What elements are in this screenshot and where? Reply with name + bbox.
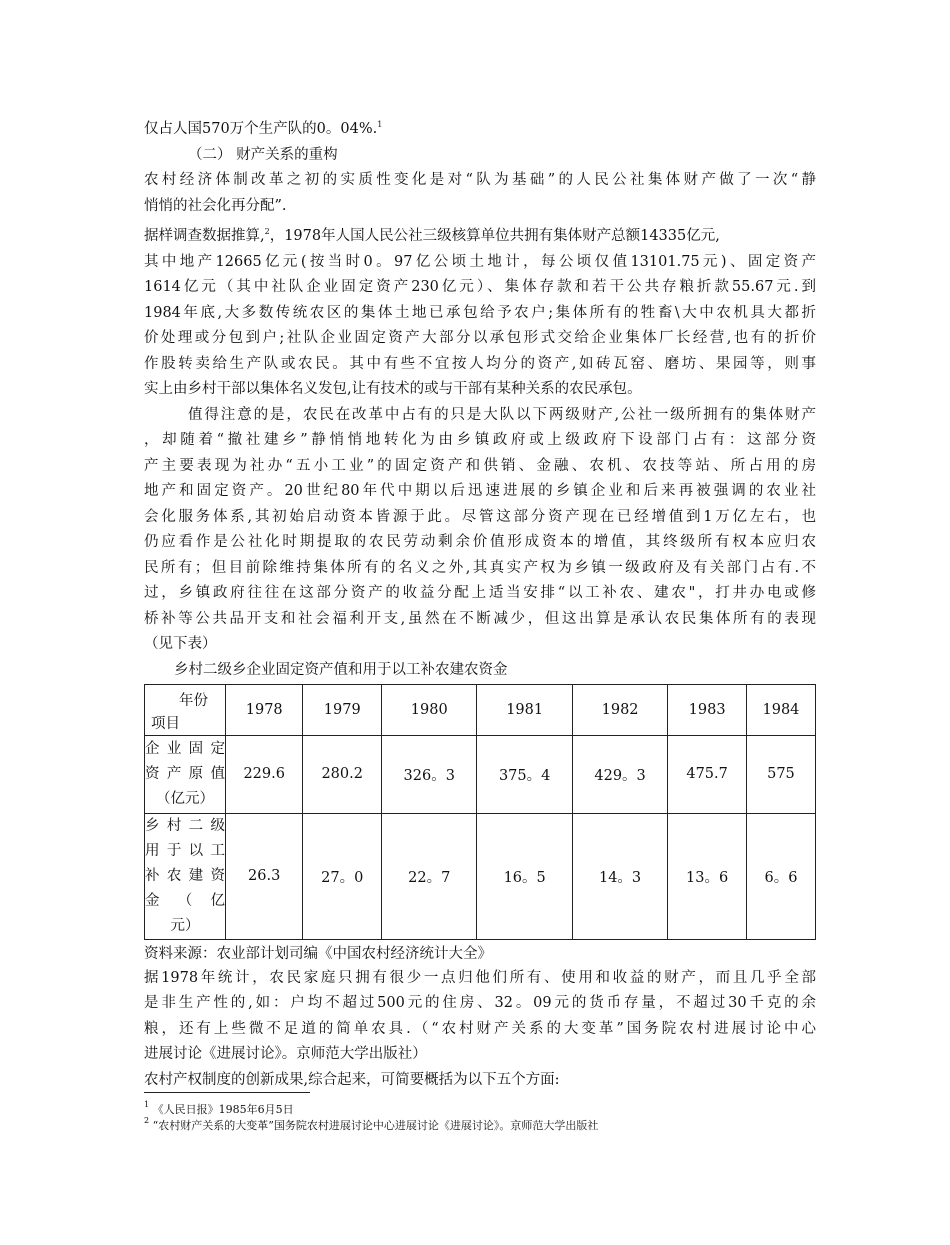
table-cell: 26.3 (226, 813, 303, 939)
text-line: 会化服务体系,其初始启动资本皆源于此。尽管这部分资产现在已经增值到1万亿左右，也 (144, 508, 816, 525)
table-cell: 229.6 (226, 735, 303, 813)
text-line: 是非生产性的,如：户均不超过500元的住房、32。09元的货币存量，不超过30千克的余 (144, 995, 816, 1011)
text-line: 过，乡镇政府往往在这部分资产的收益分配上适当安排“以工补农、建农"，打井办电或修 (144, 585, 816, 601)
corner-year-label: 年份 (179, 692, 208, 709)
table-cell: 16。5 (477, 813, 572, 939)
table-cell: 27。0 (303, 813, 382, 939)
section-heading: （二） 财产关系的重构 (188, 146, 338, 163)
footnote-ref[interactable]: 1 (377, 120, 383, 129)
text-line: 仍应看作是公社化时期提取的农民劳动剩余价值形成资本的增值，其终级所有权本应归农 (144, 534, 816, 550)
text-line: 粮，还有上些微不足道的简单农具.（“农村财产关系的大变革”国务院农村进展讨论中心 (144, 1020, 816, 1037)
table-cell: 326。3 (382, 735, 477, 813)
document-body (144, 112, 816, 1093)
table-cell: 429。3 (572, 735, 667, 813)
year-header: 1979 (303, 684, 382, 735)
text-line: 地产和固定资产。20世纪80年代中期以后迅速进展的乡镇企业和后来再被强调的农业社 (144, 483, 816, 499)
row-label: 企业固定 资产原值 （亿元） (145, 735, 226, 813)
row-label: 乡村二级 用于以工 补农建资 金（亿 元） (145, 813, 226, 939)
text-line: 1614亿元（其中社队企业固定资产230亿元）、集体存款和若干公共存粮折款55.67元.到 (144, 279, 816, 295)
text-line: 农村产权制度的创新成果,综合起来，可简要概括为以下五个方面: (144, 1071, 560, 1088)
text-line: 据1978年统计，农民家庭只拥有很少一点归他们所有、使用和收益的财产，而且几乎全部 (144, 969, 816, 986)
table-header-row (145, 684, 816, 735)
footnote-1: $^1$ 《人民日报》1985年6月5日 (144, 1100, 294, 1116)
table-cell: 13。6 (668, 813, 747, 939)
text-line: 价处理或分包到户;社队企业固定资产大部分以承包形式交给企业集体厂长经营,也有的折价 (144, 330, 816, 346)
year-header: 1984 (746, 684, 815, 735)
text-line: 仅占人国570万个生产队的0。04%.$^1$ (144, 120, 383, 137)
footnote-separator (144, 1092, 310, 1093)
year-header: 1983 (668, 684, 747, 735)
text-line: 作股转卖给生产队或农民。其中有些不宜按人均分的资产,如砖瓦窑、磨坊、果园等，则事 (144, 355, 816, 372)
table-source: 资料来源：农业部计划司编《中国农村经济统计大全》 (144, 945, 492, 962)
table-row (145, 813, 816, 939)
text-line: 据样调查数据推算,$^2$，1978年人国人民公社三级核算单位共拥有集体财产总额14335亿元, (144, 227, 720, 244)
text-line: 其中地产12665亿元(按当时0。97亿公顷土地计，每公顷仅值13101.75元)、固定资产 (144, 253, 816, 270)
text-line: 民所有；但目前除维持集体所有的名义之外,其真实产权为乡镇一级政府及有关部门占有.不 (144, 559, 816, 576)
text-line: 桥补等公共品开支和社会福利开支,虽然在不断减少，但这出算是承认农民集体所有的表现 (144, 610, 816, 627)
text-line: （见下表） (144, 636, 217, 652)
year-header: 1982 (572, 684, 667, 735)
table-cell: 280.2 (303, 735, 382, 813)
table-cell: 6。6 (746, 813, 815, 939)
year-header: 1980 (382, 684, 477, 735)
table-row (145, 735, 816, 813)
text-line: 悄悄的社会化再分配”. (144, 197, 287, 214)
text-line: 1984年底,大多数传统农区的集体土地已承包给予农户;集体所有的牲畜\大中农机具大都折 (144, 304, 816, 321)
footnote-ref[interactable]: 2 (264, 227, 270, 236)
year-header: 1978 (226, 684, 303, 735)
table-cell: 375。4 (477, 735, 572, 813)
corner-item-label: 项目 (151, 715, 180, 732)
table-cell: 475.7 (668, 735, 747, 813)
text-line: 进展讨论《进展讨论》。京师范大学出版社） (144, 1046, 427, 1062)
text-line: ，却随着“撤社建乡”静悄悄地转化为由乡镇政府或上级政府下设部门占有：这部分资 (144, 432, 816, 448)
table-caption: 乡村二级乡企业固定资产值和用于以工补农建农资金 (174, 661, 508, 678)
data-table (144, 684, 816, 940)
table-cell: 575 (746, 735, 815, 813)
footnote-2: $^2$ “农村财产关系的大变革”国务院农村进展讨论中心进展讨论《进展讨论》。京师范大学出版社 (144, 1116, 599, 1132)
text-line: 产主要表现为社办“五小工业”的固定资产和供销、金融、农机、农技等站、所占用的房 (144, 457, 816, 474)
table-cell: 14。3 (572, 813, 667, 939)
text-line: 农村经济体制改革之初的实质性变化是对“队为基础”的人民公社集体财产做了一次“静 (144, 172, 816, 188)
text-line: 值得注意的是，农民在改革中占有的只是大队以下两级财产,公社一级所拥有的集体财产 (188, 406, 816, 423)
year-header: 1981 (477, 684, 572, 735)
table-corner-cell (145, 684, 226, 735)
table-cell: 22。7 (382, 813, 477, 939)
text-line: 实上由乡村干部以集体名义发包,让有技术的或与干部有某种关系的农民承包。 (144, 381, 642, 397)
